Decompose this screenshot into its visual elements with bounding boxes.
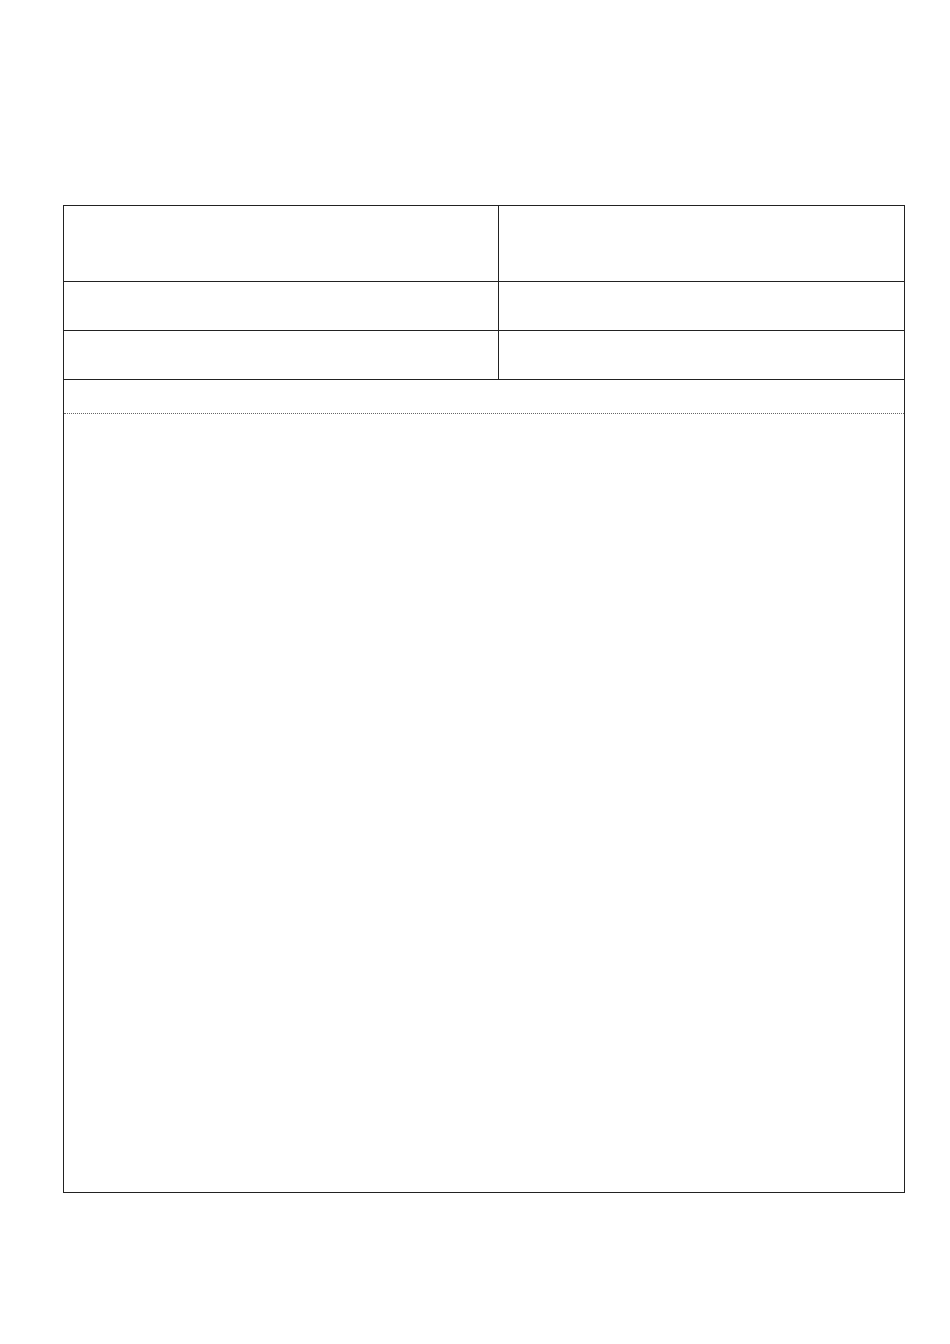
disclosure-date — [498, 331, 904, 379]
project-row — [64, 206, 904, 282]
disclosure-table — [63, 205, 905, 1193]
construction-unit — [64, 282, 498, 330]
disclosure-summary — [64, 331, 498, 379]
content-label — [64, 380, 904, 413]
project-no-cell — [498, 206, 904, 281]
project-name-cell — [64, 206, 498, 281]
construction-name — [498, 282, 904, 330]
content-label-row — [64, 380, 904, 414]
unit-row — [64, 282, 904, 331]
summary-row — [64, 331, 904, 380]
